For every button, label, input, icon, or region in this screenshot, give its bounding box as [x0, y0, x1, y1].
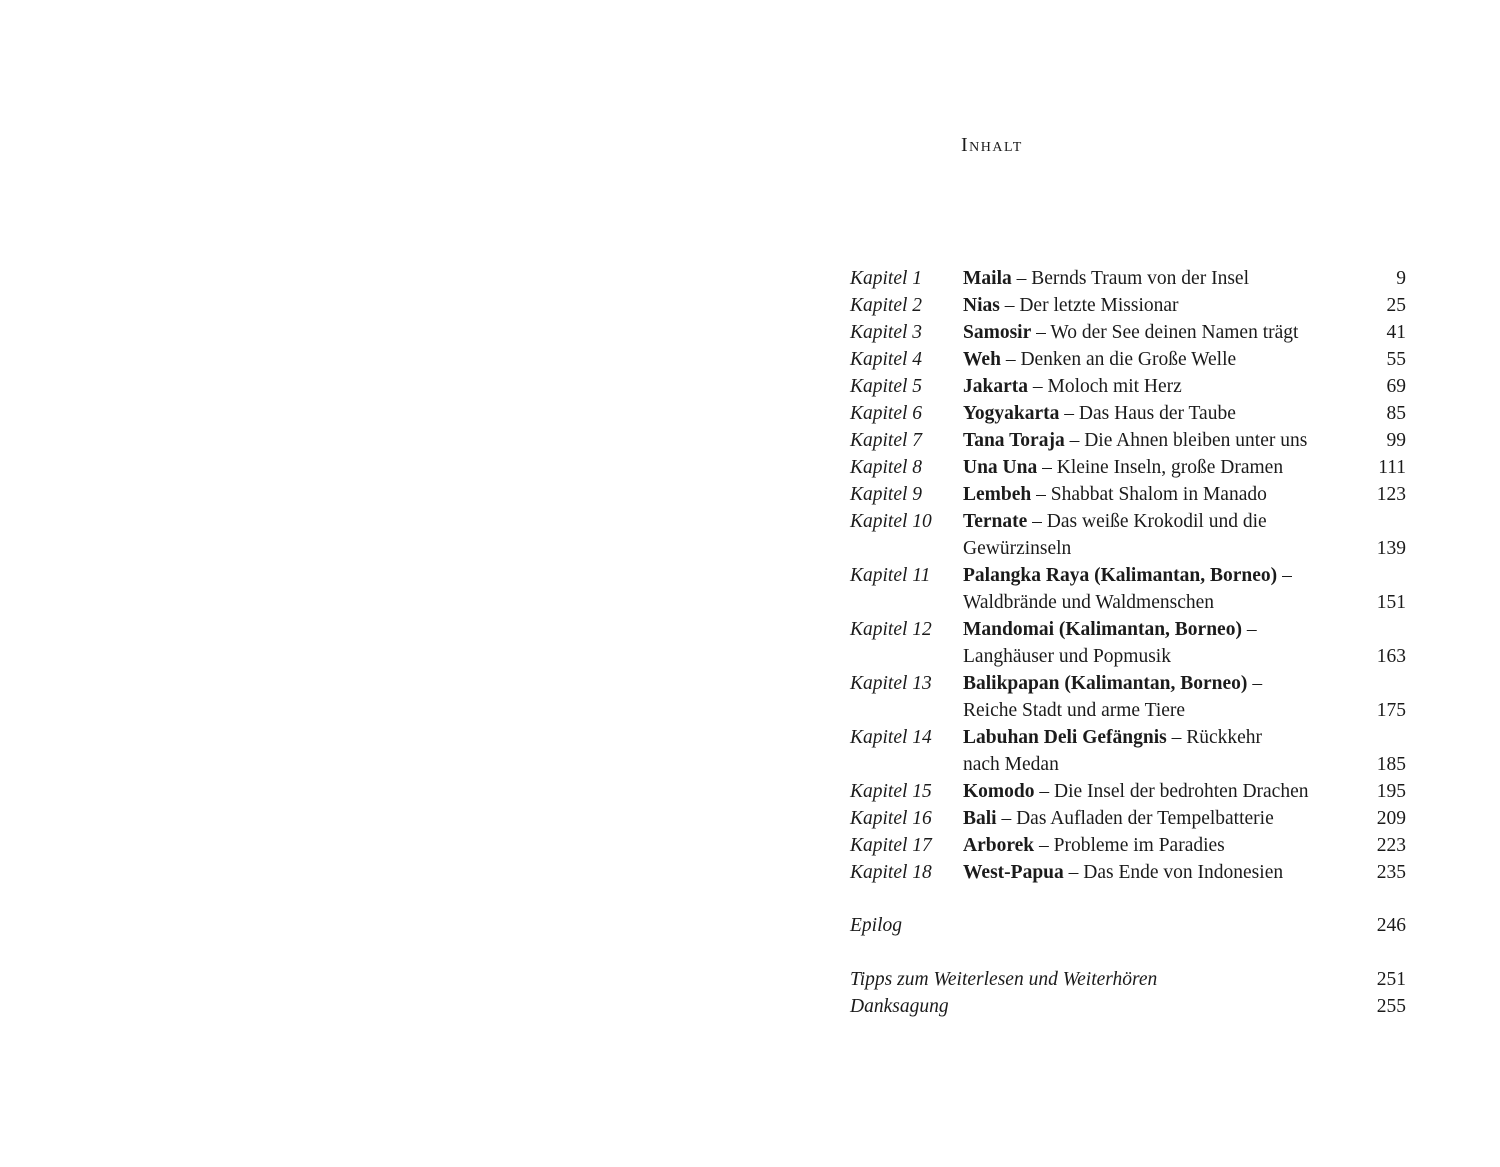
page-number: 111 [1378, 457, 1406, 478]
page-number: 69 [1386, 376, 1406, 397]
chapter-title-line2: Reiche Stadt und arme Tiere [963, 700, 1186, 721]
backmatter-label: Danksagung [850, 996, 949, 1017]
toc-entry [850, 562, 1406, 616]
toc-entry [850, 832, 1406, 859]
page-number: 139 [1376, 538, 1406, 559]
page-number: 209 [1376, 808, 1406, 829]
chapter-title [963, 373, 1354, 400]
chapter-subtitle: – [1241, 619, 1257, 640]
chapter-subtitle: – [1277, 565, 1292, 586]
chapter-subtitle: – Probleme im Paradies [1034, 835, 1225, 856]
chapter-label: Kapitel 17 [850, 835, 932, 856]
chapter-place: Labuhan Deli Gefängnis [963, 727, 1167, 748]
chapter-label: Kapitel 3 [850, 322, 923, 343]
chapter-place: Mandomai (Kalimantan, Borneo) [963, 619, 1242, 640]
backmatter-label: Tipps zum Weiterlesen und Weiterhören [850, 969, 1158, 990]
chapter-title-line2: Waldbrände und Waldmenschen [963, 592, 1215, 613]
chapter-label: Kapitel 6 [850, 403, 923, 424]
chapter-label: Kapitel 11 [850, 565, 931, 586]
chapter-label: Kapitel 12 [850, 619, 932, 640]
backmatter-entry [850, 912, 1406, 939]
chapter-subtitle: – Bernds Traum von der Insel [1011, 268, 1249, 289]
chapter-label: Kapitel 10 [850, 511, 932, 532]
chapter-subtitle: – Das Aufladen der Tempelbatterie [996, 808, 1274, 829]
chapter-label: Kapitel 8 [850, 457, 923, 478]
page-number: 175 [1376, 700, 1406, 721]
chapter-title [963, 400, 1354, 427]
backmatter-entry [850, 993, 1406, 1020]
chapter-title [963, 346, 1354, 373]
chapter-title [963, 616, 1354, 670]
toc-entry [850, 427, 1406, 454]
toc-entry [850, 265, 1406, 292]
chapter-label: Kapitel 1 [850, 268, 923, 289]
chapter-title [963, 562, 1354, 616]
chapter-label: Kapitel 4 [850, 349, 923, 370]
page-number: 163 [1376, 646, 1406, 667]
page-number: 151 [1376, 592, 1406, 613]
page-number: 9 [1396, 268, 1406, 289]
toc-entry [850, 508, 1406, 562]
chapter-label: Kapitel 7 [850, 430, 923, 451]
page-number: 25 [1386, 295, 1406, 316]
table-of-contents [850, 265, 1406, 1020]
chapter-label: Kapitel 5 [850, 376, 923, 397]
page-title: Inhalt [961, 134, 1023, 156]
page-number: 85 [1386, 403, 1406, 424]
chapter-label: Kapitel 9 [850, 484, 923, 505]
chapter-title [963, 454, 1354, 481]
chapter-place: Samosir [963, 322, 1032, 343]
chapter-subtitle: – Das Ende von Indonesien [1063, 862, 1284, 883]
chapter-subtitle: – Shabbat Shalom in Manado [1031, 484, 1267, 505]
toc-entry [850, 805, 1406, 832]
page-number: 185 [1376, 754, 1406, 775]
chapter-subtitle: – Das weiße Krokodil und die [1027, 511, 1267, 532]
page-number: 223 [1376, 835, 1406, 856]
page-number: 99 [1386, 430, 1406, 451]
toc-entry [850, 400, 1406, 427]
chapter-subtitle: – Rückkehr [1166, 727, 1263, 748]
page-number: 255 [1376, 996, 1406, 1017]
chapter-title [963, 292, 1354, 319]
chapter-title-line2: Gewürzinseln [963, 538, 1072, 559]
page-number: 251 [1376, 969, 1406, 990]
chapter-label: Kapitel 15 [850, 781, 932, 802]
chapter-place: Bali [963, 808, 997, 829]
page-number: 123 [1376, 484, 1406, 505]
chapter-place: Lembeh [963, 484, 1032, 505]
chapter-title [963, 724, 1354, 778]
toc-entry [850, 454, 1406, 481]
toc-entry [850, 670, 1406, 724]
chapter-place: Ternate [963, 511, 1028, 532]
chapter-place: Arborek [963, 835, 1035, 856]
chapter-place: Palangka Raya (Kalimantan, Borneo) [963, 565, 1278, 586]
chapter-place: Balikpapan (Kalimantan, Borneo) [963, 673, 1248, 694]
chapter-title [963, 832, 1354, 859]
toc-entry [850, 859, 1406, 886]
chapter-label: Kapitel 13 [850, 673, 932, 694]
chapter-title [963, 481, 1354, 508]
chapter-subtitle: – Denken an die Große Welle [1000, 349, 1237, 370]
chapter-place: West-Papua [963, 862, 1064, 883]
toc-entry [850, 319, 1406, 346]
page-number: 235 [1376, 862, 1406, 883]
toc-entry [850, 616, 1406, 670]
chapter-title [963, 508, 1354, 562]
chapter-place: Tana Toraja [963, 430, 1065, 451]
chapter-subtitle: – Das Haus der Taube [1059, 403, 1236, 424]
backmatter-label: Epilog [850, 915, 902, 936]
toc-entry [850, 346, 1406, 373]
chapter-subtitle: – Moloch mit Herz [1028, 376, 1182, 397]
chapter-title [963, 670, 1354, 724]
page-number: 195 [1376, 781, 1406, 802]
chapter-subtitle: – Die Ahnen bleiben unter uns [1064, 430, 1308, 451]
chapter-label: Kapitel 14 [850, 727, 932, 748]
chapter-title [963, 859, 1354, 886]
chapter-subtitle: – Der letzte Missionar [999, 295, 1179, 316]
chapter-title [963, 427, 1354, 454]
chapter-label: Kapitel 16 [850, 808, 932, 829]
toc-entry [850, 481, 1406, 508]
chapter-title [963, 778, 1354, 805]
chapter-title [963, 319, 1354, 346]
toc-entry [850, 724, 1406, 778]
chapter-place: Jakarta [963, 376, 1028, 397]
page-number: 246 [1376, 915, 1406, 936]
backmatter-entry [850, 966, 1406, 993]
toc-entry [850, 292, 1406, 319]
page-number: 55 [1386, 349, 1406, 370]
chapter-title-line2: nach Medan [963, 754, 1059, 775]
chapter-subtitle: – [1247, 673, 1263, 694]
toc-entry [850, 373, 1406, 400]
chapter-place: Una Una [963, 457, 1038, 478]
chapter-subtitle: – Kleine Inseln, große Dramen [1037, 457, 1284, 478]
chapter-place: Komodo [963, 781, 1035, 802]
chapter-subtitle: – Die Insel der bedrohten Drachen [1034, 781, 1309, 802]
chapter-place: Yogyakarta [963, 403, 1060, 424]
page-number: 41 [1386, 322, 1406, 343]
toc-entry [850, 778, 1406, 805]
chapter-title [963, 265, 1354, 292]
chapter-place: Nias [963, 295, 1000, 316]
chapter-label: Kapitel 2 [850, 295, 923, 316]
chapter-place: Maila [963, 268, 1012, 289]
chapter-place: Weh [963, 349, 1001, 370]
chapter-title [963, 805, 1354, 832]
chapter-title-line2: Langhäuser und Popmusik [963, 646, 1171, 667]
chapter-label: Kapitel 18 [850, 862, 932, 883]
chapter-subtitle: – Wo der See deinen Namen trägt [1031, 322, 1299, 343]
